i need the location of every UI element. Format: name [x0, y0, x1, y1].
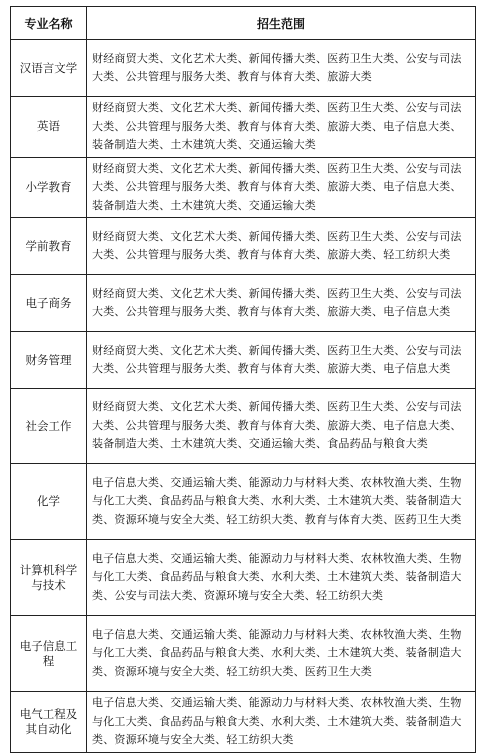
- enrollment-scope: 财经商贸大类、文化艺术大类、新闻传播大类、医药卫生大类、公安与司法大类、公共管理与服务大类、教育与体育大类、旅游大类、电子信息大类、装备制造大类、土木建筑大类、交通运输大类、食品药品与粮食大类: [87, 389, 476, 464]
- enrollment-scope: 财经商贸大类、文化艺术大类、新闻传播大类、医药卫生大类、公安与司法大类、公共管理与服务大类、教育与体育大类、旅游大类、电子信息大类、装备制造大类、土木建筑大类、交通运输大类: [87, 157, 476, 218]
- major-name: 化学: [11, 464, 87, 540]
- table-row: [11, 275, 476, 332]
- major-name: 汉语言文学: [11, 40, 87, 97]
- table-row: [11, 540, 476, 616]
- major-name: 财务管理: [11, 332, 87, 389]
- major-name: 电气工程及其自动化: [11, 692, 87, 753]
- major-name: 计算机科学与技术: [11, 540, 87, 616]
- enrollment-scope: 财经商贸大类、文化艺术大类、新闻传播大类、医药卫生大类、公安与司法大类、公共管理与服务大类、教育与体育大类、旅游大类: [87, 40, 476, 97]
- enrollment-scope: 财经商贸大类、文化艺术大类、新闻传播大类、医药卫生大类、公安与司法大类、公共管理与服务大类、教育与体育大类、旅游大类、电子信息大类: [87, 332, 476, 389]
- header-scope: 招生范围: [87, 7, 476, 40]
- enrollment-scope: 电子信息大类、交通运输大类、能源动力与材料大类、农林牧渔大类、生物与化工大类、食品药品与粮食大类、水利大类、土木建筑大类、装备制造大类、资源环境与安全大类、轻工纺织大类、医药卫生大类: [87, 616, 476, 692]
- major-name: 电子商务: [11, 275, 87, 332]
- table-header-row: [11, 7, 476, 40]
- major-name: 电子信息工程: [11, 616, 87, 692]
- enrollment-scope: 电子信息大类、交通运输大类、能源动力与材料大类、农林牧渔大类、生物与化工大类、食品药品与粮食大类、水利大类、土木建筑大类、装备制造大类、资源环境与安全大类、轻工纺织大类: [87, 692, 476, 753]
- enrollment-scope: 电子信息大类、交通运输大类、能源动力与材料大类、农林牧渔大类、生物与化工大类、食品药品与粮食大类、水利大类、土木建筑大类、装备制造大类、资源环境与安全大类、轻工纺织大类、教育与体育大类、医药卫生大类: [87, 464, 476, 540]
- table-row: [11, 616, 476, 692]
- enrollment-scope: 电子信息大类、交通运输大类、能源动力与材料大类、农林牧渔大类、生物与化工大类、食品药品与粮食大类、水利大类、土木建筑大类、装备制造大类、公安与司法大类、资源环境与安全大类、轻工纺织大类: [87, 540, 476, 616]
- table-row: [11, 157, 476, 218]
- major-name: 小学教育: [11, 157, 87, 218]
- major-name: 英语: [11, 97, 87, 158]
- enrollment-table: [10, 6, 476, 753]
- table-row: [11, 97, 476, 158]
- enrollment-scope: 财经商贸大类、文化艺术大类、新闻传播大类、医药卫生大类、公安与司法大类、公共管理与服务大类、教育与体育大类、旅游大类、轻工纺织大类: [87, 218, 476, 275]
- enrollment-scope: 财经商贸大类、文化艺术大类、新闻传播大类、医药卫生大类、公安与司法大类、公共管理与服务大类、教育与体育大类、旅游大类、电子信息大类: [87, 275, 476, 332]
- table-row: [11, 389, 476, 464]
- enrollment-scope: 财经商贸大类、文化艺术大类、新闻传播大类、医药卫生大类、公安与司法大类、公共管理与服务大类、教育与体育大类、旅游大类、电子信息大类、装备制造大类、土木建筑大类、交通运输大类: [87, 97, 476, 158]
- table-row: [11, 218, 476, 275]
- table-row: [11, 332, 476, 389]
- major-name: 社会工作: [11, 389, 87, 464]
- header-major: 专业名称: [11, 7, 87, 40]
- table-row: [11, 464, 476, 540]
- major-name: 学前教育: [11, 218, 87, 275]
- table-row: [11, 40, 476, 97]
